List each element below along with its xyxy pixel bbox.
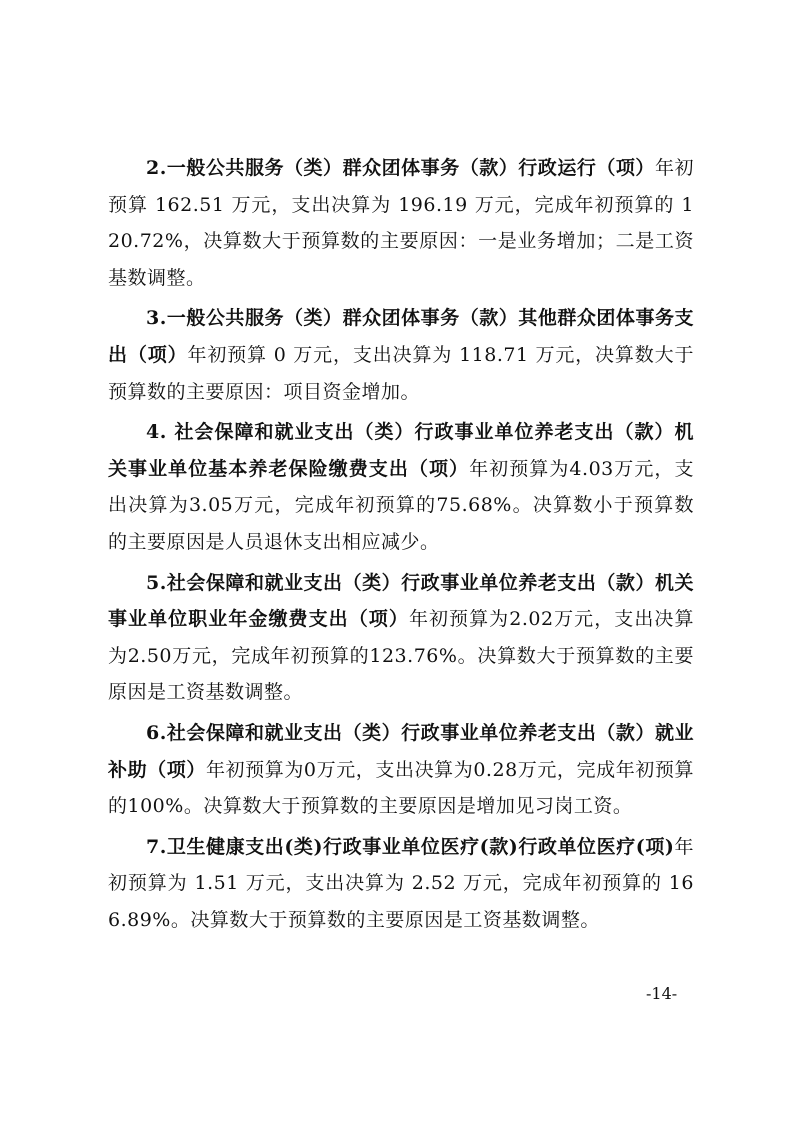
paragraph-text: 年初预算 0 万元，支出决算为 118.71 万元，决算数大于预算数的主要原因：项目资金增加。 bbox=[108, 343, 694, 403]
paragraph-heading: 7.卫生健康支出(类)行政事业单位医疗(款)行政单位医疗(项) bbox=[146, 835, 675, 858]
paragraph-item-5 bbox=[108, 565, 694, 711]
document-body bbox=[108, 150, 694, 942]
paragraph-item-2 bbox=[108, 150, 694, 296]
paragraph-text: 年初预算为0万元，支出决算为0.28万元，完成年初预算的100%。决算数大于预算数的主要原因是增加见习岗工资。 bbox=[108, 758, 694, 818]
paragraph-item-3 bbox=[108, 300, 694, 410]
paragraph-item-6 bbox=[108, 715, 694, 825]
paragraph-heading: 6.社会保障和就业支出（类）行政事业单位养老支出（款）就业补助（项） bbox=[108, 721, 694, 781]
paragraph-text: 年初预算 162.51 万元，支出决算为 196.19 万元，完成年初预算的 120.72%，决算数大于预算数的主要原因：一是业务增加；二是工资基数调整。 bbox=[108, 157, 694, 289]
paragraph-heading: 2.一般公共服务（类）群众团体事务（款）行政运行（项） bbox=[146, 157, 655, 179]
paragraph-text: 年初预算为4.03万元，支出决算为3.05万元，完成年初预算的75.68%。决算数小于预算数的主要原因是人员退休支出相应减少。 bbox=[108, 457, 694, 553]
page-number: -14- bbox=[646, 984, 678, 1003]
paragraph-text: 年初预算为2.02万元，支出决算为2.50万元，完成年初预算的123.76%。决算数大于预算数的主要原因是工资基数调整。 bbox=[108, 608, 694, 704]
paragraph-heading: 3.一般公共服务（类）群众团体事务（款）其他群众团体事务支出（项） bbox=[108, 307, 694, 366]
paragraph-item-4 bbox=[108, 414, 694, 560]
paragraph-text: 年初预算为 1.51 万元，支出决算为 2.52 万元，完成年初预算的 166.89%。决算数大于预算数的主要原因是工资基数调整。 bbox=[108, 835, 694, 931]
paragraph-heading: 4. 社会保障和就业支出（类）行政事业单位养老支出（款）机关事业单位基本养老保险缴费支出（项） bbox=[108, 421, 694, 480]
paragraph-item-7 bbox=[108, 829, 694, 939]
paragraph-heading: 5.社会保障和就业支出（类）行政事业单位养老支出（款）机关事业单位职业年金缴费支出（项） bbox=[108, 571, 694, 631]
